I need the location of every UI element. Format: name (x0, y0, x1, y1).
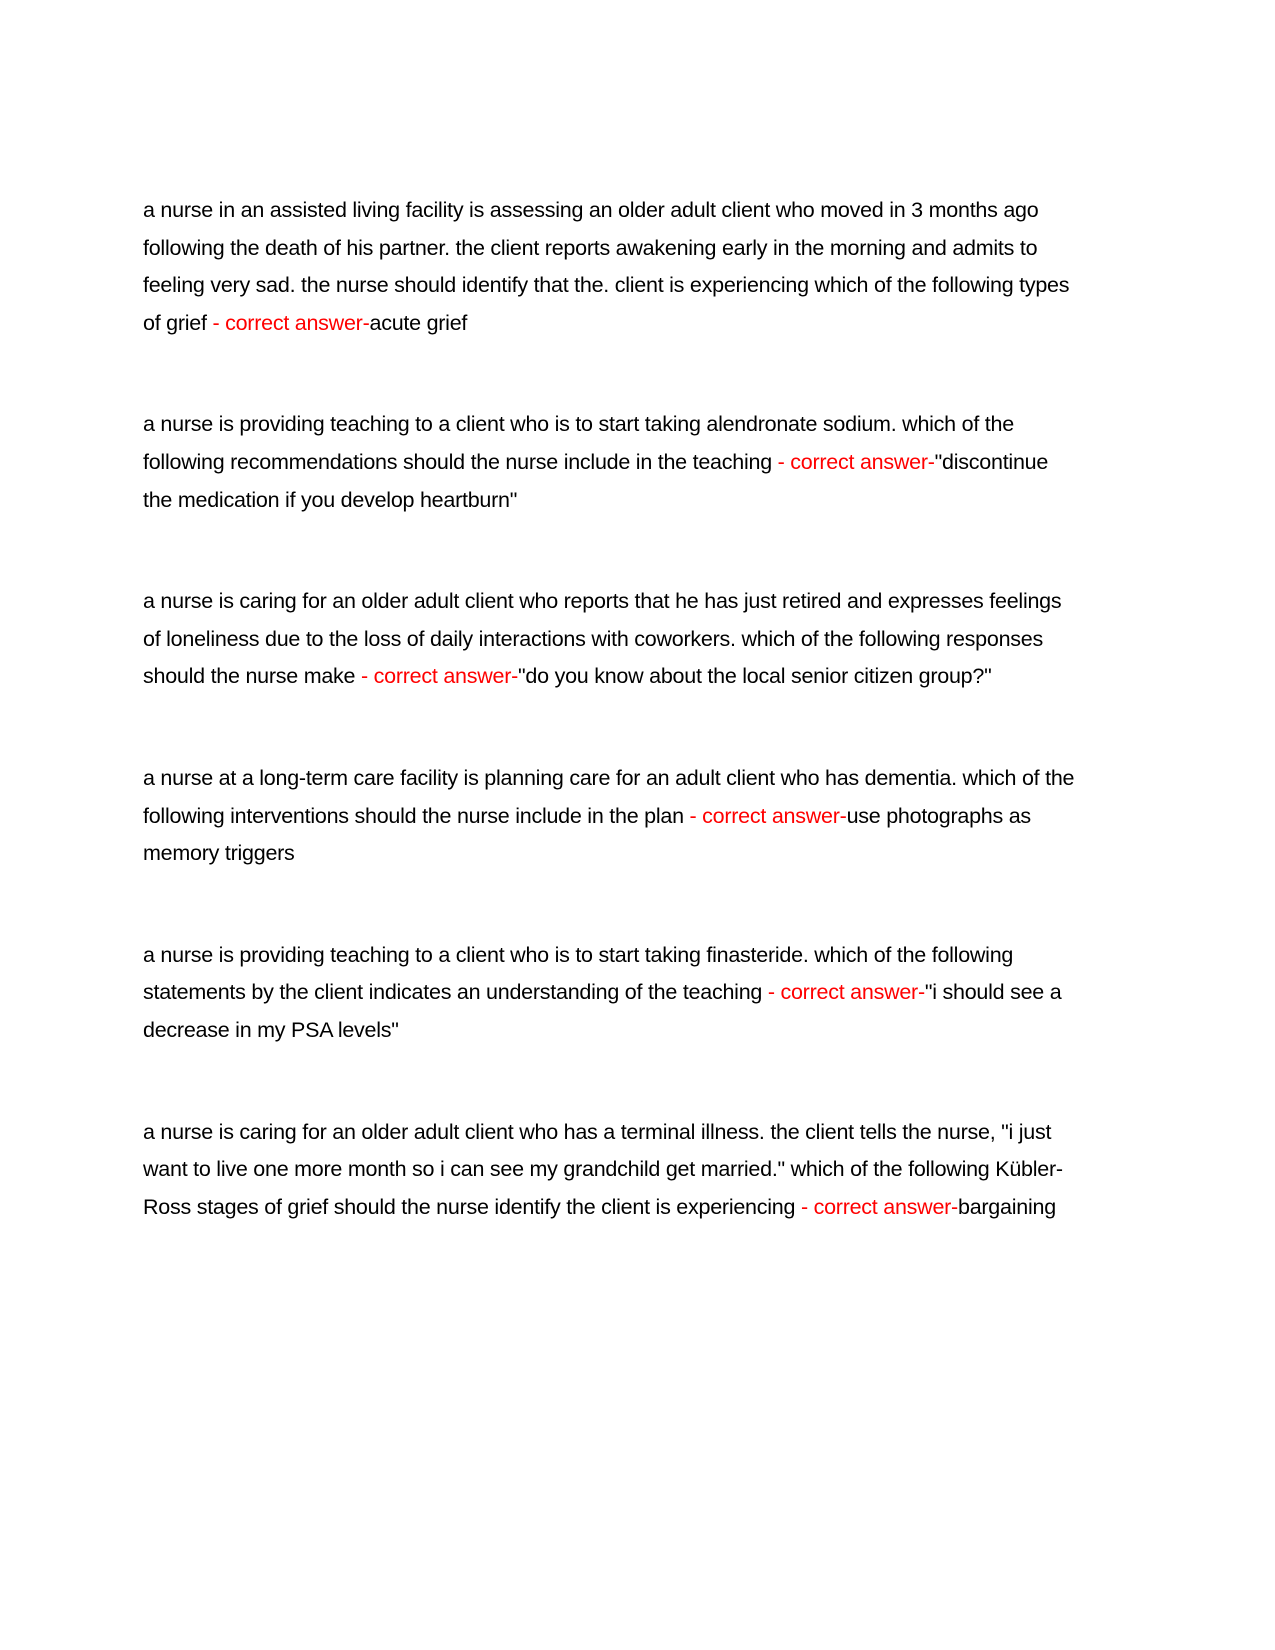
answer-text: bargaining (957, 1194, 1056, 1219)
correct-answer-marker: - correct answer- (767, 980, 925, 1005)
correct-answer-marker: - correct answer- (361, 664, 519, 689)
answer-text: "do you know about the local senior citizen group?" (518, 664, 992, 689)
answer-text: acute grief (369, 310, 468, 335)
qa-paragraph (143, 937, 1075, 1050)
qa-paragraph (143, 583, 1075, 696)
question-text: a nurse is caring for an older adult client who reports that he has just retired and expresses feelings of loneliness due to the loss of daily interactions with coworkers. which of the following responses should the nurse make (143, 589, 1062, 689)
correct-answer-marker: - correct answer- (800, 1194, 958, 1219)
answer-text: "i should see a decrease in my PSA levels" (143, 980, 1062, 1042)
correct-answer-marker: - correct answer- (212, 310, 370, 335)
question-text: a nurse is providing teaching to a client who is to start taking finasteride. which of the following statements by the client indicates an understanding of the teaching (143, 942, 1014, 1005)
answer-text: use photographs as memory triggers (143, 803, 1031, 866)
document-content (143, 192, 1075, 1226)
qa-paragraph (143, 192, 1075, 342)
question-text: a nurse is caring for an older adult client who has a terminal illness. the client tells the nurse, "i just want to live one more month so i can see my grandchild get married." which of the following Kübler-Ross stages of grief should the nurse identify the client is experiencing (143, 1119, 1063, 1219)
correct-answer-marker: - correct answer- (689, 803, 847, 828)
qa-paragraph (143, 406, 1075, 519)
correct-answer-marker: - correct answer- (777, 449, 935, 474)
answer-text: "discontinue the medication if you develop heartburn" (143, 449, 1049, 512)
question-text: a nurse at a long-term care facility is planning care for an adult client who has dementia. which of the following interventions should the nurse include in the plan (143, 765, 1075, 828)
qa-paragraph (143, 760, 1075, 873)
qa-paragraph (143, 1114, 1075, 1227)
question-text: a nurse in an assisted living facility is assessing an older adult client who moved in 3 months ago following the death of his partner. the client reports awakening early in the morning and admits to feeling very sad. the nurse should identify that the. client is experiencing which of the following types of grief (143, 198, 1070, 335)
question-text: a nurse is providing teaching to a client who is to start taking alendronate sodium. which of the following recommendations should the nurse include in the teaching (143, 412, 1014, 474)
